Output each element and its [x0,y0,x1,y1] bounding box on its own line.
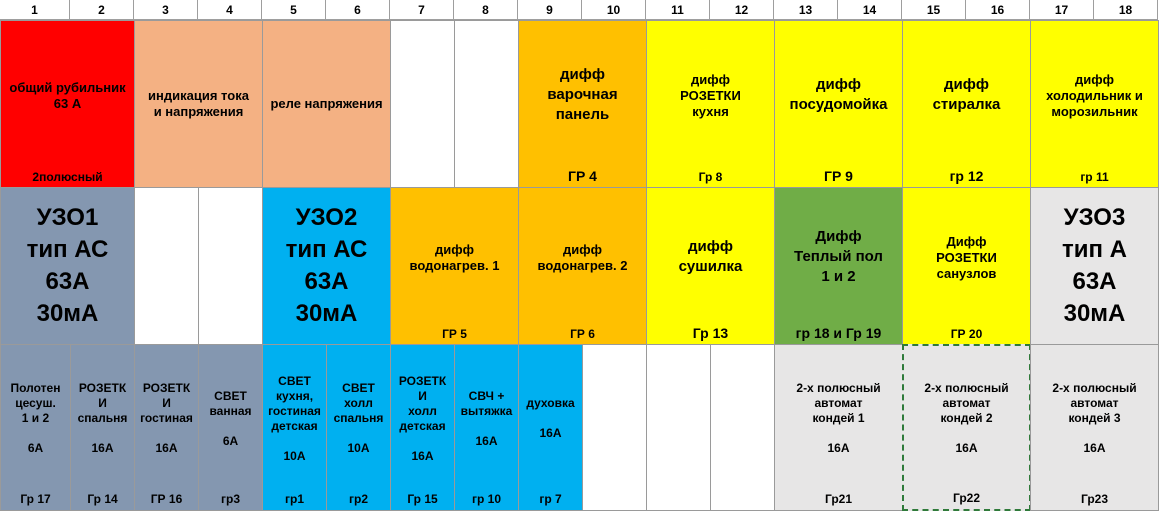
cell-body [1,188,134,344]
cell-body [519,21,646,168]
cell-group-label: гр 12 [949,168,984,184]
column-header[interactable]: 17 [1030,0,1094,20]
cell-label-line: 1 и 2 [821,267,856,285]
cell-label-line: автомат [1070,396,1119,410]
cell-body [1,21,134,170]
column-header[interactable]: 9 [518,0,582,20]
cell-body [199,345,262,492]
cell-label-line: реле напряжения [270,96,383,111]
column-header[interactable]: 2 [70,0,134,20]
cell-label-line: дифф [691,71,730,87]
diff-bathroom-sockets-cell[interactable] [902,187,1031,345]
cell-body [263,21,390,187]
light-hall-bedroom-breaker-cell[interactable] [326,344,391,511]
cell-label-line: автомат [942,396,991,410]
cell-label-line: варочная [547,85,618,103]
ac2-breaker-cell[interactable] [902,344,1031,511]
cell-rating: 16А [155,441,178,455]
column-header[interactable]: 5 [262,0,326,20]
ac3-breaker-cell[interactable] [1030,344,1159,511]
cell-label-line: спальня [77,411,128,425]
microwave-hood-breaker-cell[interactable] [454,344,519,511]
cell-label-line: дифф [688,237,733,255]
cell-label-line: тип АС [285,236,368,263]
cell-label-line: И [162,396,171,410]
cell-rating: 10А [283,448,306,463]
column-header[interactable]: 12 [710,0,774,20]
cell-label-line: кухня [692,103,729,119]
cell-label-line: РОЗЕТК [142,381,191,395]
diff-dryer-cell[interactable] [646,187,775,345]
cell-label-line: И [418,388,427,403]
cell-group-label: гр 11 [1080,170,1109,184]
cell-rating: 10А [347,441,370,455]
column-header[interactable]: 10 [582,0,646,20]
cell-label-line: 30мА [1063,300,1126,327]
column-header[interactable]: 3 [134,0,198,20]
diff-dishwasher-cell[interactable] [774,20,903,188]
cell-label-line: дифф [563,241,602,257]
sockets-hall-kids-breaker-cell[interactable] [390,344,455,511]
spacer [965,426,968,441]
empty-cell[interactable] [646,344,711,511]
cell-body [519,345,582,492]
cell-label-line: детская [399,418,446,433]
diff-fridge-cell[interactable] [1030,20,1159,188]
diff-washer-cell[interactable] [902,20,1031,188]
cell-rating: 16А [1083,441,1106,455]
cell-label-line: 30мА [295,300,358,327]
cell-label-line: дифф [944,75,989,93]
cell-label-line: кондей 1 [812,411,865,425]
oven-breaker-cell[interactable] [518,344,583,511]
cell-label-line: СВЕТ [342,381,375,395]
current-voltage-indicator-cell[interactable] [134,20,263,188]
cell-label-line: автомат [814,396,863,410]
empty-cell[interactable] [710,344,775,511]
cell-label-line: гостиная [140,411,193,425]
cell-rating: 16А [91,441,114,455]
cell-label-line: И [98,396,107,410]
cell-label-line: духовка [526,396,575,410]
column-header[interactable]: 16 [966,0,1030,20]
cell-body [327,345,390,492]
spacer [165,426,168,441]
column-header[interactable]: 6 [326,0,390,20]
cell-body [1031,21,1158,170]
cell-group-label: Гр 17 [20,492,51,506]
light-kitchen-living-kids-breaker-cell[interactable] [262,344,327,511]
spacer [1093,426,1096,441]
cell-label-line: РОЗЕТК [78,381,127,395]
cell-rating: 16А [827,441,850,455]
cell-group-label: гр 7 [539,492,562,506]
cell-label-line: РОЗЕТКИ [936,249,997,265]
cell-group-label: Гр 15 [407,492,438,506]
cell-rating: 6А [27,441,44,455]
column-header[interactable]: 7 [390,0,454,20]
cell-label-line: тип А [1061,236,1127,263]
spacer [101,426,104,441]
cell-body [519,188,646,327]
cell-label-line: ванная [209,403,252,418]
voltage-relay-cell[interactable] [262,20,391,188]
cell-label-line: СВЕТ [278,373,311,388]
cell-label-line: санузлов [936,265,997,281]
cell-rating: 16А [411,448,434,463]
rcd2-cell[interactable] [262,187,391,345]
empty-cell[interactable] [134,187,199,345]
cell-body [263,345,326,492]
rcd3-cell[interactable] [1030,187,1159,345]
empty-cell[interactable] [582,344,647,511]
cell-body [199,188,262,344]
empty-cell[interactable] [198,187,263,345]
cell-label-line: 63 А [53,95,82,111]
cell-body [647,21,774,170]
cell-body [455,345,518,492]
cell-label-line: панель [555,105,610,123]
cell-group-label: ГР 5 [442,327,467,341]
diff-cooktop-cell[interactable] [518,20,647,188]
cell-label-line: 2-х полюсный [1052,381,1137,395]
cell-body [775,345,902,492]
cell-group-label: 2полюсный [32,170,103,184]
cell-body [71,345,134,492]
cell-label-line: дифф [816,75,861,93]
cell-body [135,345,198,492]
cell-label-line: тип АС [26,236,109,263]
cell-label-line: спальня [333,411,384,425]
cell-body [904,346,1029,491]
cell-label-line: кухня, [275,388,314,403]
cell-label-line: 63А [45,268,90,295]
cell-label-line: УЗО3 [1063,204,1126,231]
cell-group-label: гр 18 и Гр 19 [795,325,882,341]
cell-label-line: СВЕТ [214,388,247,403]
cell-group-label: гр 10 [471,492,501,506]
cell-label-line: Теплый пол [794,247,883,265]
cell-body [903,21,1030,168]
cell-body [583,345,646,510]
bedroom-sockets-breaker-cell[interactable] [70,344,135,511]
main-switch-cell[interactable] [0,20,135,188]
spacer [34,426,37,441]
cell-group-label: Гр 14 [87,492,118,506]
cell-group-label: ГР 4 [568,168,597,184]
column-header[interactable]: 18 [1094,0,1158,20]
column-header[interactable]: 14 [838,0,902,20]
cell-label-line: морозильник [1051,103,1138,119]
cell-group-label: Гр22 [952,491,981,505]
cell-label-line: кондей 2 [940,411,993,425]
diff-water-heater-1-cell[interactable] [390,187,519,345]
cell-group-label: Гр21 [824,492,853,506]
cell-label-line: Дифф [815,227,862,245]
empty-cell[interactable] [390,20,455,188]
cell-label-line: стиралка [932,95,1001,113]
cell-label-line: общий рубильник [9,79,126,95]
towel-warmer-breaker-cell[interactable] [0,344,71,511]
living-room-sockets-breaker-cell[interactable] [134,344,199,511]
spacer [837,426,840,441]
cell-label-line: цесуш. [15,396,56,410]
column-header[interactable]: 1 [0,0,70,20]
cell-body [647,345,710,510]
cell-label-line: и напряжения [153,104,244,119]
spacer [421,434,424,449]
cell-body [135,21,262,187]
cell-label-line: 30мА [36,300,99,327]
cell-group-label: ГР 9 [824,168,853,184]
cell-label-line: водонагрев. 2 [537,257,628,273]
spacer [229,419,232,434]
diff-kitchen-sockets-cell[interactable] [646,20,775,188]
cell-group-label: Гр 8 [698,170,723,184]
cell-body [1031,345,1158,492]
ac1-breaker-cell[interactable] [774,344,903,511]
cell-label-line: холодильник и [1046,87,1143,103]
diff-water-heater-2-cell[interactable] [518,187,647,345]
cell-label-line: СВЧ + [468,388,505,403]
cell-body [391,21,454,187]
cell-group-label: гр3 [220,492,240,506]
cell-label-line: вытяжка [460,403,513,418]
cell-body [775,188,902,325]
cell-label-line: 2-х полюсный [924,381,1009,395]
cell-group-label: гр2 [348,492,368,506]
cell-label-line: детская [271,418,318,433]
diff-floor-heating-cell[interactable] [774,187,903,345]
cell-label-line: холл [408,403,437,418]
cell-rating: 6А [222,433,239,448]
cell-group-label: Гр23 [1080,492,1109,506]
column-header[interactable]: 11 [646,0,710,20]
cell-label-line: 63А [304,268,349,295]
cell-rating: 16А [539,426,562,440]
cell-label-line: Полотен [10,381,61,395]
cell-body [1031,188,1158,344]
column-header[interactable]: 15 [902,0,966,20]
cell-label-line: индикация тока [148,88,249,103]
cell-label-line: 1 и 2 [21,411,50,425]
cell-label-line: 2-х полюсный [796,381,881,395]
cell-label-line: посудомойка [789,95,888,113]
cell-label-line: водонагрев. 1 [409,257,500,273]
cell-label-line: РОЗЕТК [398,373,447,388]
rcd1-cell[interactable] [0,187,135,345]
cell-label-line: кондей 3 [1068,411,1121,425]
cell-body [903,188,1030,327]
cell-body [391,345,454,492]
cell-label-line: холл [344,396,373,410]
cell-label-line: сушилка [678,257,743,275]
bathroom-light-breaker-cell[interactable] [198,344,263,511]
cell-label-line: дифф [560,65,605,83]
spacer [357,426,360,441]
cell-body [263,188,390,344]
cell-group-label: гр1 [284,492,304,506]
cell-group-label: ГР 6 [570,327,595,341]
cell-body [391,188,518,327]
spacer [485,419,488,434]
cell-group-label: Гр 13 [692,325,729,341]
empty-cell[interactable] [454,20,519,188]
cell-body [135,188,198,344]
cell-group-label: ГР 20 [950,327,983,341]
spacer [549,411,552,426]
cell-label-line: дифф [1075,71,1114,87]
cell-body [455,21,518,187]
cell-group-label: ГР 16 [150,492,183,506]
cell-label-line: РОЗЕТКИ [680,87,741,103]
cell-label-line: дифф [435,241,474,257]
cell-label-line: гостиная [268,403,321,418]
cell-body [775,21,902,168]
cell-body [1,345,70,492]
cell-rating: 16А [475,433,498,448]
column-header[interactable]: 4 [198,0,262,20]
cell-label-line: 63А [1072,268,1117,295]
cell-label-line: Дифф [946,233,987,249]
cell-body [711,345,774,510]
cell-rating: 16А [955,441,978,455]
cell-body [647,188,774,325]
spacer [293,434,296,449]
cell-label-line: УЗО2 [295,204,358,231]
cell-label-line: УЗО1 [36,204,99,231]
column-header[interactable]: 13 [774,0,838,20]
column-header[interactable]: 8 [454,0,518,20]
